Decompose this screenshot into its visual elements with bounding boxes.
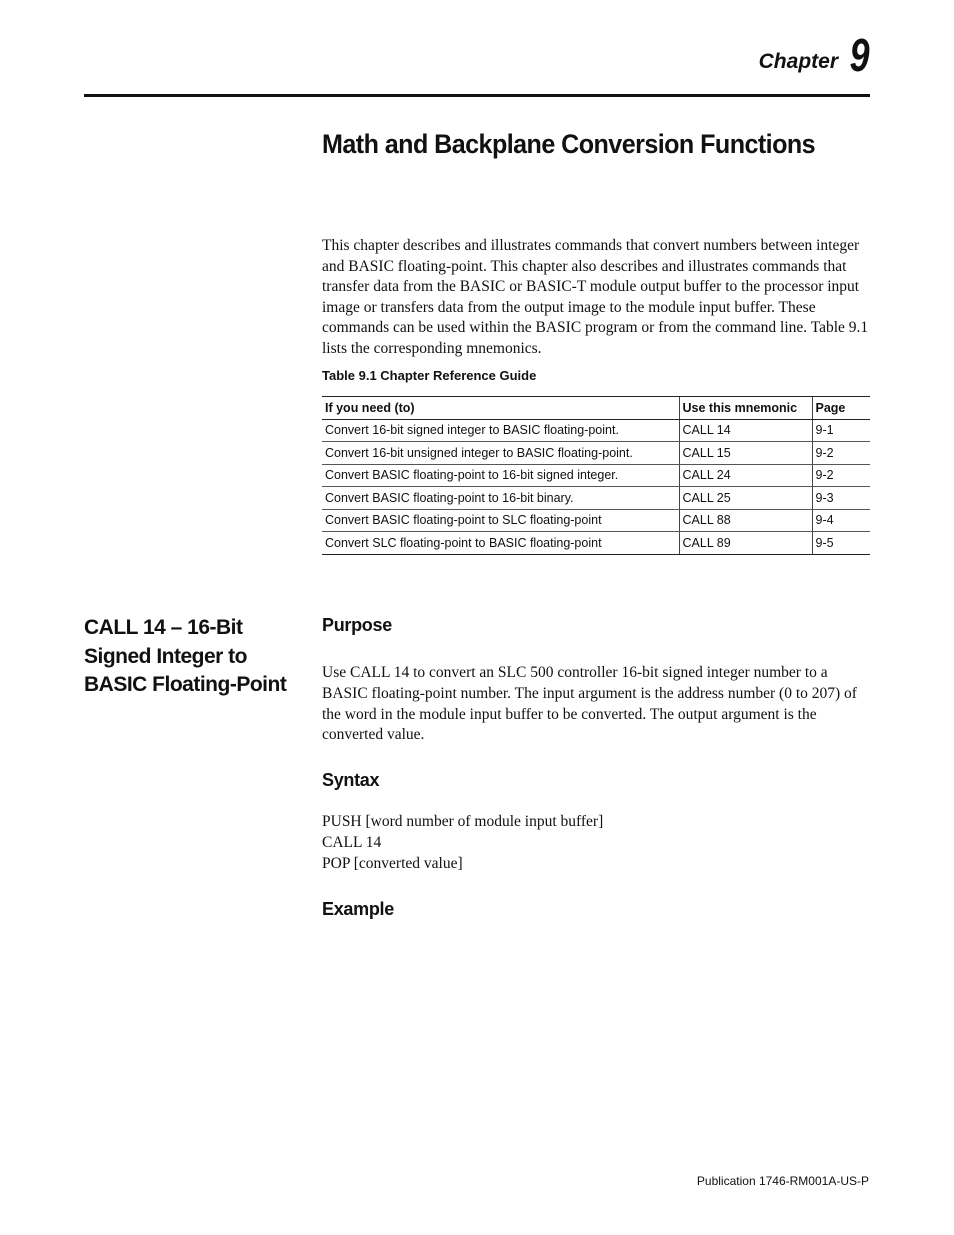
table-cell-mnemonic: CALL 14 [679, 419, 812, 442]
table-cell-page: 9-2 [812, 442, 870, 465]
header-rule [84, 94, 870, 97]
syntax-heading: Syntax [322, 770, 380, 790]
table-cell-need: Convert SLC floating-point to BASIC floating-point [322, 532, 679, 555]
table-row [322, 464, 870, 487]
table-cell-need: Convert 16-bit unsigned integer to BASIC floating-point. [322, 442, 679, 465]
purpose-heading: Purpose [322, 615, 392, 635]
column-header-need: If you need (to) [322, 397, 679, 420]
chapter-number: 9 [850, 29, 870, 81]
table-cell-need: Convert BASIC floating-point to 16-bit signed integer. [322, 464, 679, 487]
table-cell-page: 9-3 [812, 487, 870, 510]
intro-paragraph: This chapter describes and illustrates commands that convert numbers between integer and BASIC floating-point. This chapter also describes and illustrates commands that transfer data from the BASIC or BASIC-T module output buffer to the processor input image or transfers data from the output image to the module input buffer. These commands can be used within the BASIC program or from the command line. Table 9.1 lists the corresponding mnemonics. [322, 237, 869, 357]
table-cell-mnemonic: CALL 15 [679, 442, 812, 465]
table-row [322, 419, 870, 442]
table-cell-mnemonic: CALL 89 [679, 532, 812, 555]
table-row [322, 532, 870, 555]
chapter-label: Chapter [758, 50, 838, 73]
table-caption: Table 9.1 Chapter Reference Guide [322, 368, 537, 383]
example-heading: Example [322, 899, 394, 919]
table-row [322, 487, 870, 510]
table-cell-mnemonic: CALL 24 [679, 464, 812, 487]
table-cell-page: 9-5 [812, 532, 870, 555]
syntax-block [322, 812, 870, 874]
publication-footer: Publication 1746-RM001A-US-P [696, 1174, 869, 1188]
reference-table [322, 396, 870, 555]
table-cell-mnemonic: CALL 88 [679, 509, 812, 532]
syntax-line: POP [converted value] [322, 854, 463, 872]
table-cell-need: Convert 16-bit signed integer to BASIC floating-point. [322, 419, 679, 442]
table-row [322, 442, 870, 465]
table-cell-need: Convert BASIC floating-point to SLC floating-point [322, 509, 679, 532]
table-row [322, 509, 870, 532]
table-header-row [322, 397, 870, 420]
table-cell-page: 9-4 [812, 509, 870, 532]
table-cell-page: 9-2 [812, 464, 870, 487]
section-heading: CALL 14 – 16-Bit Signed Integer to BASIC Floating-Point [84, 616, 287, 696]
page-title: Math and Backplane Conversion Functions [322, 129, 816, 159]
column-header-mnemonic: Use this mnemonic [679, 397, 812, 420]
purpose-paragraph: Use CALL 14 to convert an SLC 500 controller 16-bit signed integer number to a BASIC floating-point number. The input argument is the address number (0 to 207) of the word in the module input buffer to be converted. The output argument is the converted value. [322, 664, 857, 744]
table-cell-mnemonic: CALL 25 [679, 487, 812, 510]
syntax-line: CALL 14 [322, 833, 382, 851]
column-header-page: Page [812, 397, 870, 420]
table-cell-need: Convert BASIC floating-point to 16-bit binary. [322, 487, 679, 510]
table-cell-page: 9-1 [812, 419, 870, 442]
syntax-line: PUSH [word number of module input buffer] [322, 813, 604, 830]
